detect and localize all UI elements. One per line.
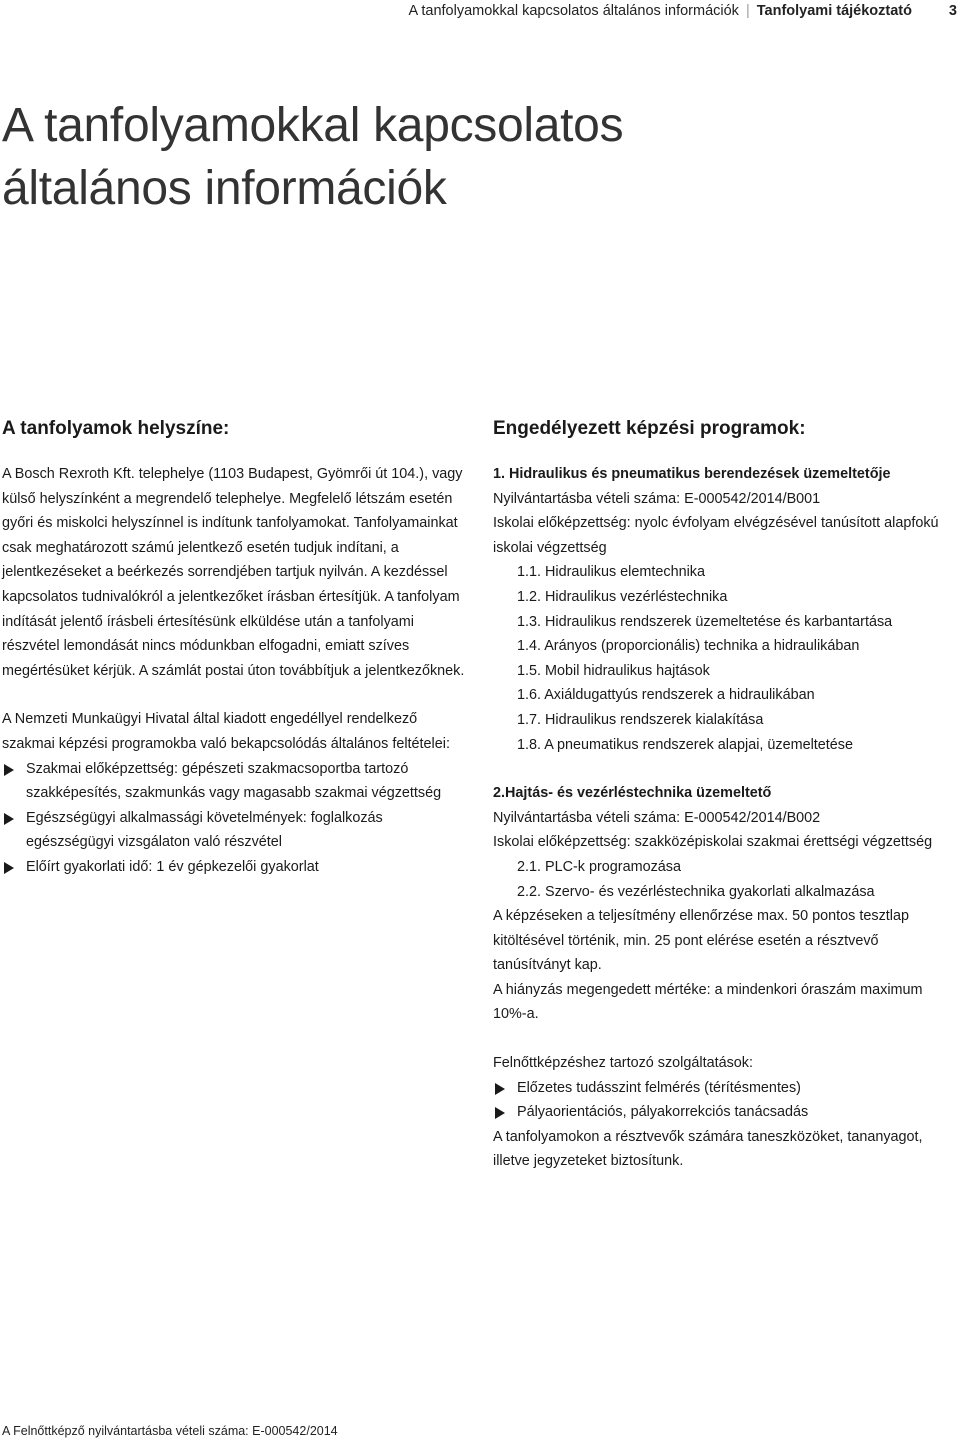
header-title: A tanfolyamokkal kapcsolatos általános információk [408, 3, 739, 19]
list-item: 1.4. Arányos (proporcionális) technika a hidraulikában [517, 638, 860, 655]
list-item: 1.7. Hidraulikus rendszerek kialakítása [517, 711, 764, 728]
list-item: 1.5. Mobil hidraulikus hajtások [517, 662, 710, 679]
right-column [493, 414, 960, 1174]
materials-note: A tanfolyamokon a résztvevők számára taneszközöket, tananyagot, illetve jegyzeteket biztosítunk. [493, 1128, 923, 1170]
program-1-title: 1. Hidraulikus és pneumatikus berendezések üzemeltetője [493, 466, 891, 482]
program-1-registration: Nyilvántartásba vételi száma: E-000542/2014/B001 [493, 490, 821, 507]
conditions-intro: A Nemzeti Munkaügyi Hivatal által kiadott engedéllyel rendelkező szakmai képzési programokba való bekapcsolódás általános feltételei: [2, 711, 450, 752]
page-title [2, 94, 623, 220]
list-item: Előzetes tudásszint felmérés (térítésmentes) [493, 1076, 960, 1101]
list-item: Szakmai előképzettség: gépészeti szakmacsoportba tartozó szakképesítés, szakmunkás vagy magasabb szakmai végzettség [2, 757, 470, 806]
program-2-prerequisite: Iskolai előképzettség: szakközépiskolai szakmai érettségi végzettség [493, 834, 933, 851]
list-item: 2.1. PLC-k programozása [517, 858, 681, 875]
list-item: 1.6. Axiáldugattyús rendszerek a hidraulikában [517, 687, 815, 704]
list-item: 1.3. Hidraulikus rendszerek üzemeltetése és karbantartása [517, 613, 893, 630]
running-header [408, 3, 912, 19]
page-title-line-2: általános információk [2, 162, 447, 215]
list-item: 1.2. Hidraulikus vezérléstechnika [517, 588, 728, 605]
list-item: Pályaorientációs, pályakorrekciós tanácsadás [493, 1100, 960, 1125]
services-list [493, 1076, 960, 1125]
conditions-list [2, 757, 470, 880]
page-header [0, 0, 960, 24]
program-2-modules [493, 855, 960, 904]
list-item: 2.2. Szervo- és vezérléstechnika gyakorlati alkalmazása [517, 883, 875, 900]
page-number: 3 [948, 3, 957, 19]
list-item: 1.8. A pneumatikus rendszerek alapjai, üzemeltetése [517, 736, 853, 753]
header-section: Tanfolyami tájékoztató [756, 3, 912, 19]
list-item: Előírt gyakorlati idő: 1 év gépkezelői gyakorlat [2, 855, 470, 880]
program-2-registration: Nyilvántartásba vételi száma: E-000542/2014/B002 [493, 809, 821, 826]
list-item: 1.1. Hidraulikus elemtechnika [517, 564, 705, 581]
program-2-title: 2.Hajtás- és vezérléstechnika üzemeltető [493, 785, 772, 802]
header-separator: | [745, 3, 750, 19]
services-heading: Felnőttképzéshez tartozó szolgáltatások: [493, 1055, 753, 1072]
programs-heading: Engedélyezett képzési programok: [493, 418, 806, 439]
page-title-line-1: A tanfolyamokkal kapcsolatos [2, 99, 624, 152]
list-item: Egészségügyi alkalmassági követelmények: foglalkozás egészségügyi vizsgálaton való részvétel [2, 806, 470, 855]
exam-info: A képzéseken a teljesítmény ellenőrzése max. 50 pontos tesztlap kitöltésével történik, min. 25 pont elérése esetén a résztvevő tanúsítványt kap. [493, 908, 909, 974]
location-heading: A tanfolyamok helyszíne: [2, 418, 230, 439]
left-column [2, 414, 470, 880]
absence-info: A hiányzás megengedett mértéke: a mindenkori óraszám maximum 10%-a. [493, 981, 923, 1023]
program-1-prerequisite: Iskolai előképzettség: nyolc évfolyam elvégzésével tanúsított alapfokú iskolai végzettség [493, 515, 939, 556]
program-1-modules [493, 560, 960, 757]
location-paragraph: A Bosch Rexroth Kft. telephelye (1103 Budapest, Gyömrői út 104.), vagy külső helyszínként a megrendelő telephelye. Megfelelő létszám esetén győri és miskolci helyszínnel is indítunk tanfolyamokat. Tanfolyamainkat csak meghatározott számú jelentkező esetén tudjuk indítani, a jelentkezéseket a beérkezés sorrendjében tartjuk nyilván. A kezdéssel kapcsolatos tudnivalókról a jelentkezőket írásban értesítjük. A tanfolyam indítását jelentő írásbeli értesítésünk elküldése után a tanfolyami részvétel lemondását nincs módunkban elfogadni, emiatt szíves megértésüket kérjük. A számlát postai úton továbbítjuk a jelentkezőknek. [2, 466, 465, 679]
page-footer: A Felnőttképző nyilvántartásba vételi száma: E-000542/2014 [2, 1424, 338, 1438]
